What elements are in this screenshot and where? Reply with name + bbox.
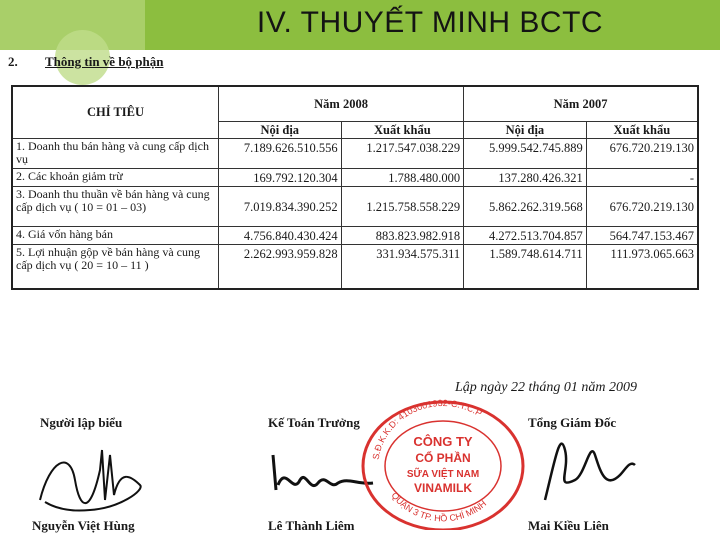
company-seal	[358, 398, 528, 530]
table-row	[12, 187, 698, 227]
table-row	[12, 169, 698, 187]
svg-text:SỮA VIỆT NAM: SỮA VIỆT NAM	[406, 469, 480, 480]
slide-title: IV. THUYẾT MINH BCTC	[256, 6, 604, 39]
section-title: Thông tin về bộ phận	[45, 54, 164, 69]
director-signature	[525, 420, 645, 510]
cell-value: 5.862.262.319.568	[464, 187, 587, 227]
cell-value: 1.788.480.000	[341, 169, 464, 187]
cell-value: 564.747.153.467	[586, 227, 698, 245]
cell-value: 676.720.219.130	[586, 139, 698, 169]
table-row	[12, 227, 698, 245]
cell-value: 1.589.748.614.711	[464, 245, 587, 289]
cell-value: 4.272.513.704.857	[464, 227, 587, 245]
cell-value: 331.934.575.311	[341, 245, 464, 289]
segment-table	[11, 85, 699, 290]
cell-value: 1.215.758.558.229	[341, 187, 464, 227]
svg-text:VINAMILK: VINAMILK	[414, 481, 472, 495]
preparer-signature	[30, 430, 170, 520]
cell-value: 676.720.219.130	[586, 187, 698, 227]
report-date: Lập ngày 22 tháng 01 năm 2009	[455, 380, 637, 395]
preparer-name: Nguyễn Việt Hùng	[32, 518, 135, 533]
cell-value: 111.973.065.663	[586, 245, 698, 289]
header-chi-tieu: CHỈ TIÊU	[12, 86, 219, 139]
title-band	[0, 0, 720, 50]
svg-text:QUẬN 3 TP. HỒ CHÍ MINH: QUẬN 3 TP. HỒ CHÍ MINH	[389, 490, 489, 524]
director-title: Tổng Giám Đốc	[528, 415, 617, 430]
subheader-domestic-2007: Nội địa	[464, 122, 587, 139]
section-number: 2.	[8, 54, 18, 69]
subheader-export-2007: Xuất khẩu	[586, 122, 698, 139]
cell-value: 169.792.120.304	[219, 169, 342, 187]
svg-text:CỔ PHẦN: CỔ PHẦN	[415, 451, 471, 465]
cell-value: 1.217.547.038.229	[341, 139, 464, 169]
cell-value: 5.999.542.745.889	[464, 139, 587, 169]
row-label: 4. Giá vốn hàng bán	[12, 227, 219, 245]
cell-value: 137.280.426.321	[464, 169, 587, 187]
cell-value: 883.823.982.918	[341, 227, 464, 245]
cell-value: -	[586, 169, 698, 187]
cell-value: 7.019.834.390.252	[219, 187, 342, 227]
svg-text:CÔNG TY: CÔNG TY	[413, 434, 473, 449]
accountant-name: Lê Thành Liêm	[268, 518, 355, 533]
accountant-title: Kế Toán Trưởng	[268, 415, 360, 430]
header-year-2007: Năm 2007	[464, 86, 698, 122]
cell-value: 7.189.626.510.556	[219, 139, 342, 169]
director-name: Mai Kiều Liên	[528, 518, 609, 533]
row-label: 3. Doanh thu thuần về bán hàng và cung cấp dịch vụ ( 10 = 01 – 03)	[12, 187, 219, 227]
subheader-export-2008: Xuất khẩu	[341, 122, 464, 139]
preparer-title: Người lập biểu	[40, 415, 123, 430]
subheader-domestic-2008: Nội địa	[219, 122, 342, 139]
table-row	[12, 139, 698, 169]
cell-value: 4.756.840.430.424	[219, 227, 342, 245]
row-label: 2. Các khoản giảm trừ	[12, 169, 219, 187]
table-row	[12, 245, 698, 289]
cell-value: 2.262.993.959.828	[219, 245, 342, 289]
row-label: 5. Lợi nhuận gộp về bán hàng và cung cấp dịch vụ ( 20 = 10 – 11 )	[12, 245, 219, 289]
header-year-2008: Năm 2008	[219, 86, 464, 122]
row-label: 1. Doanh thu bán hàng và cung cấp dịch vụ	[12, 139, 219, 169]
svg-text:S.Đ.K.K.D: 4103001932-C.T.C.P: S.Đ.K.K.D: 4103001932-C.T.C.P	[370, 398, 484, 461]
